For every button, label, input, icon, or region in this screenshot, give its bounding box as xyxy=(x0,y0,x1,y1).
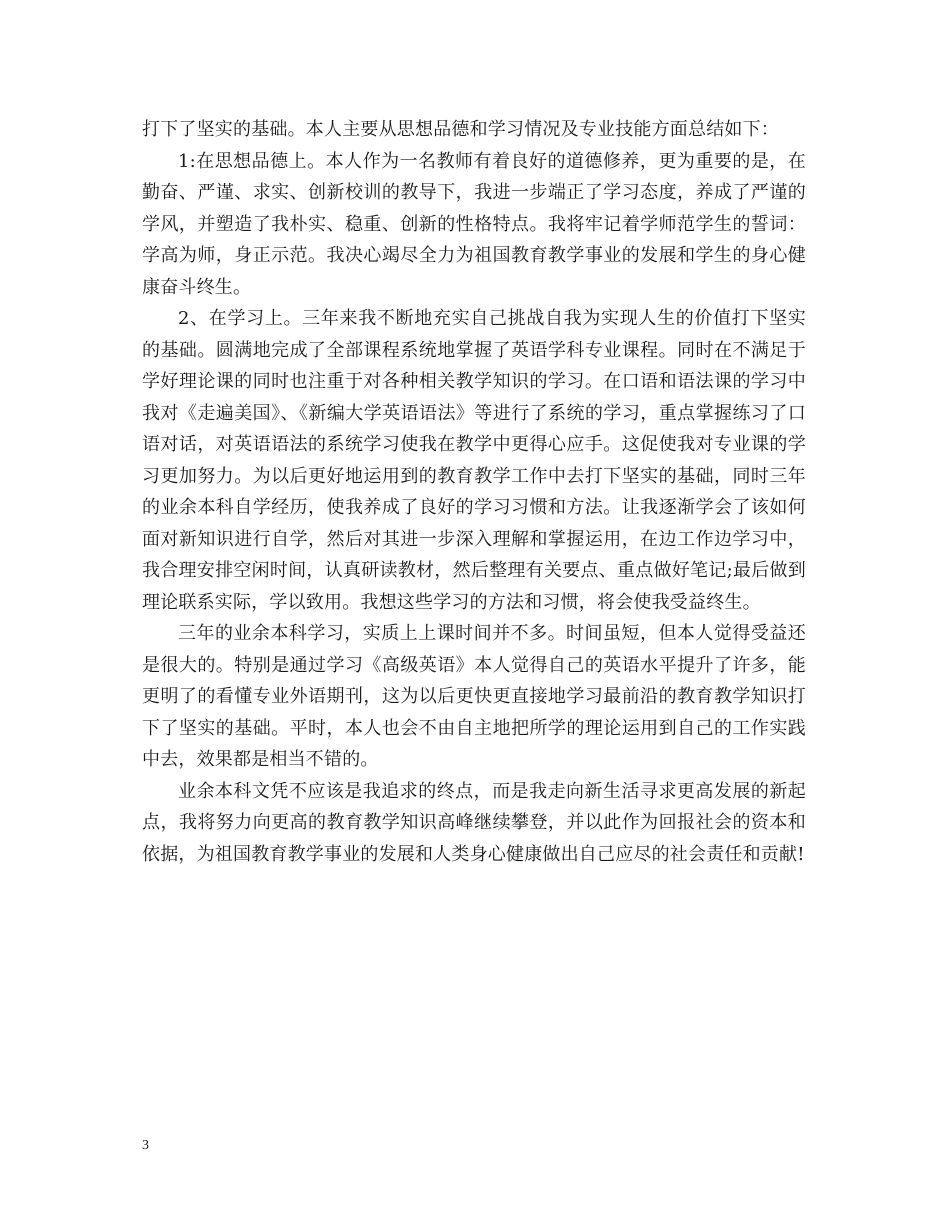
paragraph-conclusion: 业余本科文凭不应该是我追求的终点，而是我走向新生活寻求更高发展的新起点，我将努力向更高的教育教学知识高峰继续攀登，并以此作为回报社会的资本和依据，为祖国教育教学事业的发展和人类身心健康做出自己应尽的社会责任和贡献! xyxy=(142,780,806,865)
paragraph-moral-character: 1:在思想品德上。本人作为一名教师有着良好的道德修养，更为重要的是，在勤奋、严谨、求实、创新校训的教导下，我进一步端正了学习态度，养成了严谨的学风，并塑造了我朴实、稳重、创新的性格特点。我将牢记着学师范学生的誓词：学高为师，身正示范。我决心竭尽全力为祖国教育教学事业的发展和学生的身心健康奋斗终生。 xyxy=(142,150,806,298)
paragraph-continuation: 打下了坚实的基础。本人主要从思想品德和学习情况及专业技能方面总结如下： xyxy=(142,119,779,140)
page-number: 3 xyxy=(142,1138,149,1153)
paragraph-part-time-study: 三年的业余本科学习，实质上上课时间并不多。时间虽短，但本人觉得受益还是很大的。特别是通过学习《高级英语》本人觉得自己的英语水平提升了许多，能更明了的看懂专业外语期刊，这为以后更快更直接地学习最前沿的教育教学知识打下了坚实的基础。平时，本人也会不由自主地把所学的理论运用到自己的工作实践中去，效果都是相当不错的。 xyxy=(142,623,806,770)
body-text xyxy=(142,114,806,870)
paragraph-study: 2、在学习上。三年来我不断地充实自己挑战自我为实现人生的价值打下坚实的基础。圆满地完成了全部课程系统地掌握了英语学科专业课程。同时在不满足于学好理论课的同时也注重于对各种相关教学知识的学习。在口语和语法课的学习中我对《走遍美国》、《新编大学英语语法》等进行了系统的学习，重点掌握练习了口语对话，对英语语法的系统学习使我在教学中更得心应手。这促使我对专业课的学习更加努力。为以后更好地运用到的教育教学工作中去打下坚实的基础，同时三年的业余本科自学经历，使我养成了良好的学习习惯和方法。让我逐渐学会了该如何面对新知识进行自学，然后对其进一步深入理解和掌握运用，在边工作边学习中，我合理安排空闲时间，认真研读教材，然后整理有关要点、重点做好笔记;最后做到理论联系实际，学以致用。我想这些学习的方法和习惯，将会使我受益终生。 xyxy=(142,308,806,613)
